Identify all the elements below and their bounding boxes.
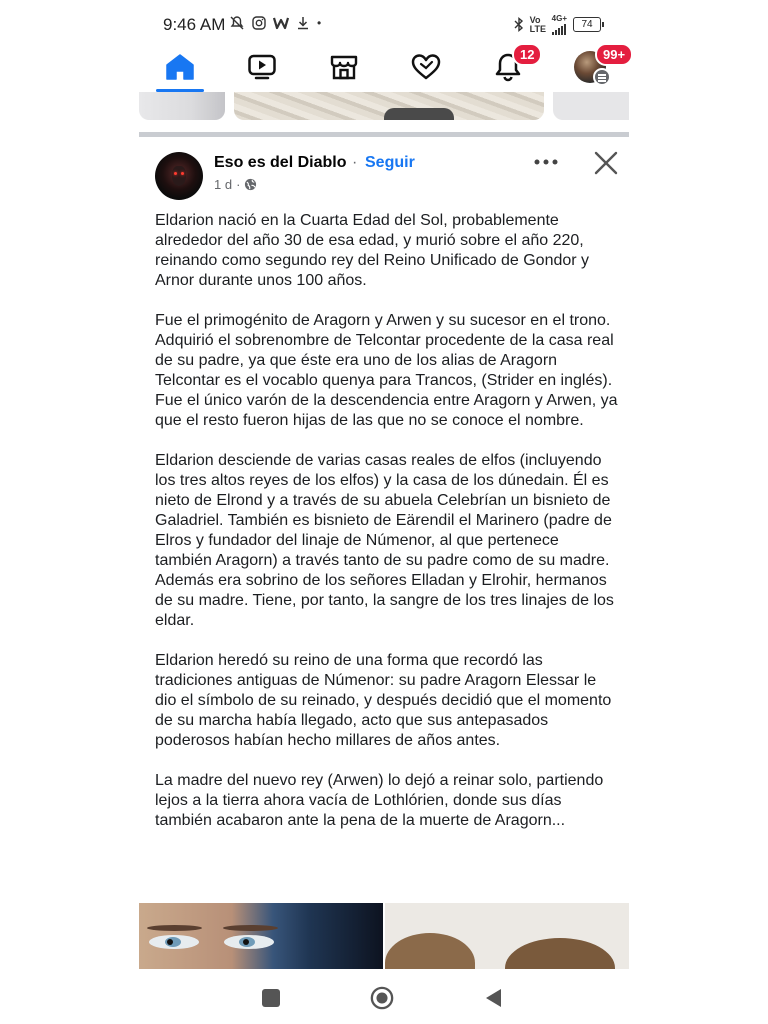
story-strip — [139, 92, 629, 122]
post-image-right[interactable] — [385, 903, 629, 969]
page-avatar[interactable] — [155, 152, 203, 200]
nav-tab-notifications[interactable] — [467, 44, 549, 90]
app-frame — [139, 0, 629, 1024]
post-time[interactable]: 1 d — [214, 177, 233, 192]
system-navigation-bar — [139, 970, 629, 1024]
top-navigation — [139, 44, 629, 92]
back-button[interactable] — [481, 986, 505, 1010]
home-icon — [165, 52, 195, 82]
post-paragraph: La madre del nuevo rey (Arwen) lo dejó a reinar solo, partiendo lejos a la tierra ahora vacía de Lothlórien, donde sus días también acabaron ante la pena de la muerte de Aragorn... — [155, 772, 604, 829]
globe-icon — [244, 178, 257, 191]
status-notification-icons — [229, 15, 321, 31]
post-paragraph: Eldarion nació en la Cuarta Edad del Sol, probablemente alrededor del año 30 de esa edad, y murió sobre el año 220, reinando como segundo rey del Reino Unificado de Gondor y Arnor durante unos 100 años. — [155, 212, 590, 289]
notifications-badge: 12 — [512, 43, 542, 66]
nav-tab-watch[interactable] — [221, 44, 303, 90]
feed-divider — [139, 132, 629, 137]
triangle-back-icon — [483, 987, 503, 1009]
follow-button[interactable]: Seguir — [365, 154, 415, 171]
system-home-button[interactable] — [370, 986, 394, 1010]
network-group — [552, 14, 567, 35]
more-horizontal-icon — [531, 150, 561, 174]
post-meta — [214, 177, 257, 192]
battery-icon: 74 — [573, 17, 601, 32]
author-separator: · — [352, 154, 358, 171]
menu-overlay-icon — [593, 68, 611, 86]
hide-post-button[interactable] — [591, 148, 621, 178]
instagram-icon — [252, 16, 266, 30]
video-icon — [247, 52, 277, 82]
circle-icon — [370, 985, 394, 1011]
status-right-group — [514, 14, 601, 35]
meta-separator: · — [236, 177, 241, 192]
volte-label: Vo LTE — [529, 14, 546, 34]
square-icon — [262, 989, 280, 1007]
nav-tab-menu[interactable] — [549, 44, 631, 90]
story-thumbnail[interactable] — [234, 92, 544, 120]
more-options-button[interactable] — [531, 150, 561, 174]
post-image-left[interactable] — [139, 903, 383, 969]
post-text — [155, 211, 619, 851]
post-paragraph: Eldarion desciende de varias casas reales de elfos (incluyendo los tres altos reyes de los elfos) y la casa de los dúnedain. Él es nieto de Elrond y a través de su abuela Celebrían un bisnieto de Galadriel. También es bisnieto de Eärendil el Marinero (padre de Elros y fundador del linaje de Númenor, al que pertenece también Aragorn) a través tanto de su padre como de su madre. Además era sobrino de los señores Elladan y Elrohir, hermanos de su madre. Tiene, por tanto, la sangre de los tres linajes de los eldar. — [155, 452, 614, 629]
status-dot: • — [317, 16, 322, 30]
status-bar — [139, 0, 629, 46]
bluetooth-icon — [514, 17, 524, 32]
mute-icon — [229, 15, 245, 31]
story-thumbnail[interactable] — [553, 92, 629, 120]
nav-tab-dating[interactable] — [385, 44, 467, 90]
post-author[interactable]: Eso es del Diablo — [214, 154, 347, 171]
story-thumbnail[interactable] — [139, 92, 225, 120]
nav-tab-marketplace[interactable] — [303, 44, 385, 90]
heart-icon — [411, 52, 441, 82]
status-time: 9:46 AM — [163, 15, 226, 34]
menu-badge: 99+ — [595, 43, 633, 66]
nav-tab-home[interactable] — [139, 44, 221, 90]
recents-button[interactable] — [259, 986, 283, 1010]
close-icon — [591, 148, 621, 178]
network-type: 4G+ — [551, 14, 567, 23]
post-paragraph: Eldarion heredó su reino de una forma que recordó las tradiciones antiguas de Númenor: su padre Aragorn Elessar le dio el símbolo de su reinado, y después decidió que el momento de su marcha había llegado, acto que sus antepasados poderosos habían hecho millares de años antes. — [155, 652, 612, 749]
w-app-icon — [273, 16, 289, 30]
signal-icon — [552, 23, 566, 35]
post-paragraph: Fue el primogénito de Aragorn y Arwen y su sucesor en el trono. Adquirió el sobrenombre de Telcontar procedente de la casa real de su padre, ya que éste era uno de los alias de Aragorn Telcontar es el vocablo quenya para Trancos, (Strider en inglés). Fue el único varón de la descendencia entre Aragorn y Arwen, ya que el resto fueron hijas de las que no se conoce el nombre. — [155, 312, 618, 429]
download-icon — [296, 16, 310, 30]
post-images — [139, 903, 629, 969]
store-icon — [329, 52, 359, 82]
